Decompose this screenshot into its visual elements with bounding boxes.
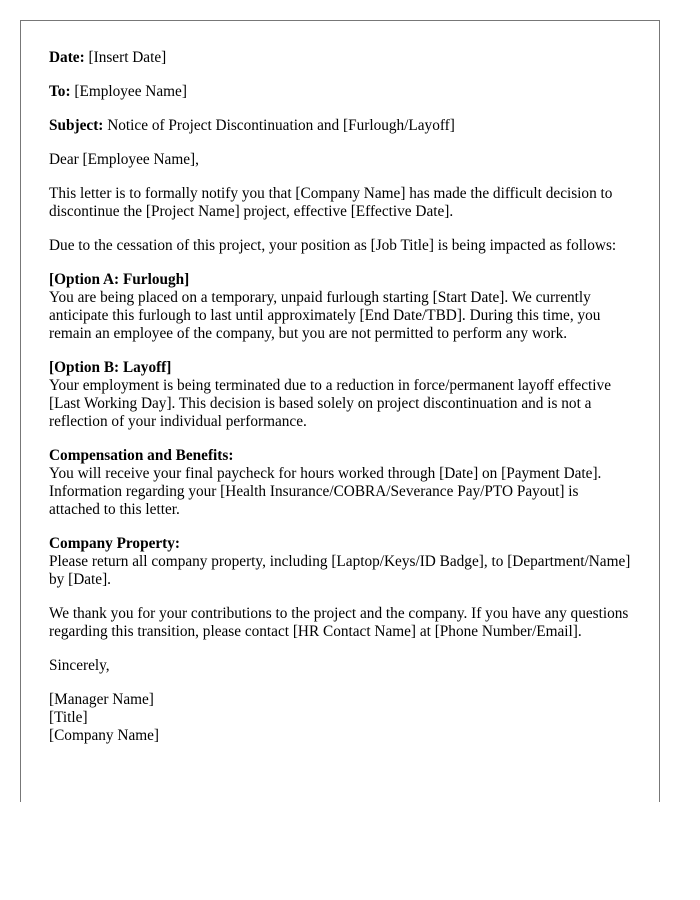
letter-page: [20, 20, 660, 802]
to-label: To:: [49, 83, 71, 100]
option-b-title: [Option B: Layoff]: [49, 359, 172, 376]
compensation-title: Compensation and Benefits:: [49, 447, 234, 464]
compensation-body: You will receive your final paycheck for hours worked through [Date] on [Payment Date]. Information regarding your [Health Insurance/COBRA/Severance Pay/PTO Payout] is attached to this letter.: [49, 465, 602, 518]
to-value: [Employee Name]: [74, 83, 187, 100]
signature-block: [49, 691, 631, 745]
option-a-body: You are being placed on a temporary, unpaid furlough starting [Start Date]. We currently anticipate this furlough to last until approximately [End Date/TBD]. During this time, you remain an employee of the company, but you are not permitted to perform any work.: [49, 289, 601, 342]
sign-off: Sincerely,: [49, 657, 110, 674]
property-title: Company Property:: [49, 535, 181, 552]
option-b-body: Your employment is being terminated due to a reduction in force/permanent layoff effective [Last Working Day]. This decision is based solely on project discontinuation and is not a reflection of your individual performance.: [49, 377, 611, 430]
impact-paragraph: Due to the cessation of this project, your position as [Job Title] is being impacted as follows:: [49, 237, 617, 254]
date-line: [49, 49, 631, 67]
to-line: [49, 83, 631, 101]
subject-line: [49, 117, 631, 135]
compensation-section: [49, 447, 631, 519]
subject-label: Subject:: [49, 117, 104, 134]
option-a-section: [49, 271, 631, 343]
signature-title: [Title]: [49, 709, 88, 726]
date-value: [Insert Date]: [88, 49, 167, 66]
subject-value: Notice of Project Discontinuation and [Furlough/Layoff]: [107, 117, 455, 134]
property-section: [49, 535, 631, 589]
closing-paragraph: We thank you for your contributions to the project and the company. If you have any questions regarding this transition, please contact [HR Contact Name] at [Phone Number/Email].: [49, 605, 629, 640]
date-label: Date:: [49, 49, 85, 66]
intro-paragraph: This letter is to formally notify you that [Company Name] has made the difficult decision to discontinue the [Project Name] project, effective [Effective Date].: [49, 185, 613, 220]
option-b-section: [49, 359, 631, 431]
option-a-title: [Option A: Furlough]: [49, 271, 190, 288]
property-body: Please return all company property, including [Laptop/Keys/ID Badge], to [Department/Name] by [Date].: [49, 553, 631, 588]
salutation: Dear [Employee Name],: [49, 151, 199, 168]
signature-name: [Manager Name]: [49, 691, 154, 708]
signature-company: [Company Name]: [49, 727, 160, 744]
